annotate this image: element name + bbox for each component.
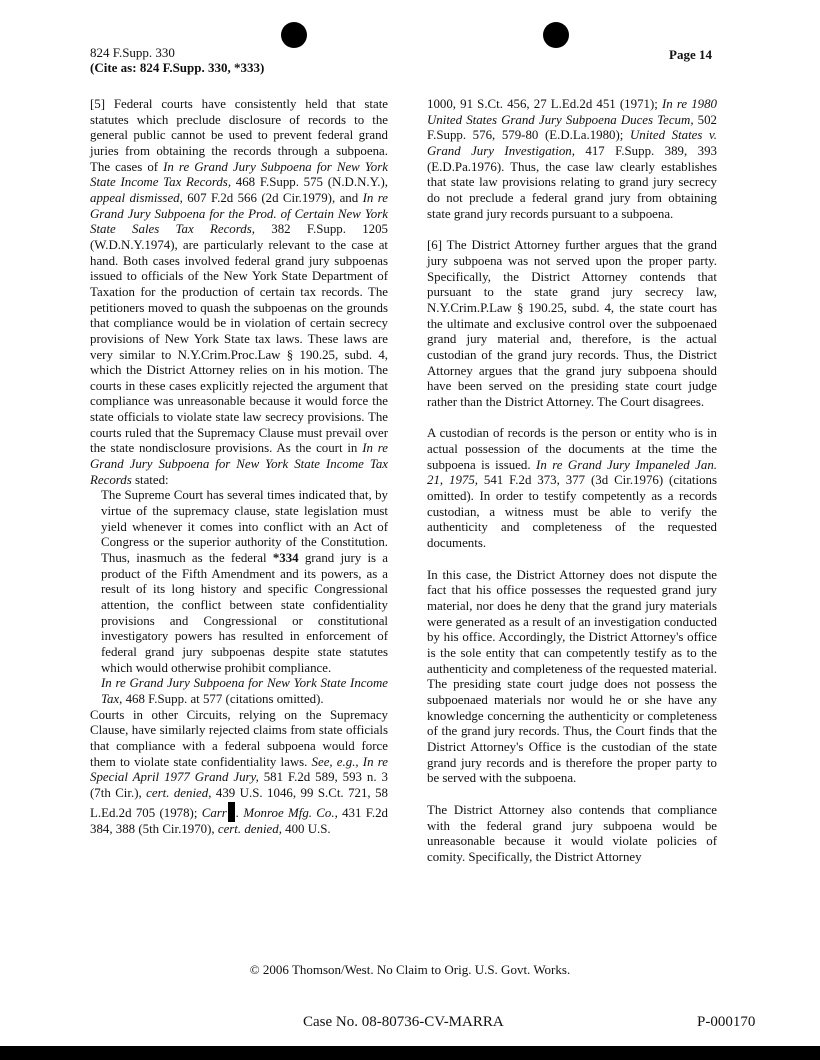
redaction-mark <box>228 802 235 822</box>
paragraph-comity: The District Attorney also contends that compliance with the federal grand jury subpoena would be unreasonable because it would violate policies of comity. Specifically, the District Attorney <box>427 802 717 864</box>
citation-header <box>90 45 264 75</box>
copyright-footer: © 2006 Thomson/West. No Claim to Orig. U.S. Govt. Works. <box>249 962 571 977</box>
paragraph-6: [6] The District Attorney further argues that the grand jury subpoena was not served upon the proper party. Specifically, the District Attorney contends that pursuant to the state grand jury secrecy law, N.Y.Crim.P.Law § 190.25, subd. 4, the state court has the ultimate and exclusive control over the subpoenaed grand jury material and, therefore, is the actual custodian of the grand jury records. Thus, the District Attorney argues that the grand jury subpoena should have been served on the presiding state court judge rather than the District Attorney. The Court disagrees. <box>427 238 717 409</box>
scan-border <box>0 1046 820 1060</box>
punch-hole-right <box>543 22 569 48</box>
case-number: Case No. 08-80736-CV-MARRA <box>303 1014 504 1030</box>
block-quote: The Supreme Court has several times indicated that, by virtue of the supremacy clause, state legislation must yield whenever it comes into conflict with an Act of Congress or the superior authority of the Constitution. Thus, inasmuch as the federal *334 grand jury is a product of the Fifth Amendment and its powers, as a result of its long history and specific Congressional attention, the conflict between state confidentiality provisions and Congressional or constitutional investigatory powers has resulted in enforcement of federal grand jury subpoenas despite state statutes which would otherwise prohibit compliance. In re Grand Jury Subpoena for New York State Income Tax, 468 F.Supp. at 577 (citations omitted). <box>101 488 388 706</box>
citation-line-2: (Cite as: 824 F.Supp. 330, *333) <box>90 60 265 75</box>
left-column <box>90 97 388 837</box>
page-number: Page 14 <box>669 47 712 62</box>
paragraph-this-case: In this case, the District Attorney does not dispute the fact that his office possesses the requested grand jury material, nor does he deny that the grand jury materials were generated as a result of an investigation conducted by his office. Accordingly, the District Attorney's office is the sole entity that can competently testify as to the authenticity and completeness of the requested material. The presiding state court judge does not possess the subpoenaed materials nor would he or she have any knowledge concerning the authenticity or completeness of the grand jury records. Thus, the Court finds that the District Attorney's Office is the custodian of the state grand jury records and is therefore the proper party to be served with the subpoena. <box>427 567 717 786</box>
paragraph-5: [5] Federal courts have consistently held that state statutes which preclude disclosure of records to the general public cannot be used to prevent federal grand juries from obtaining the records through a subpoena. The cases of In re Grand Jury Subpoena for New York State Income Tax Records, 468 F.Supp. 575 (N.D.N.Y.), appeal dismissed, 607 F.2d 566 (2d Cir.1979), and In re Grand Jury Subpoena for the Prod. of Certain New York State Sales Tax Records, 382 F.Supp. 1205 (W.D.N.Y.1974), are particularly relevant to the case at hand. Both cases involved federal grand jury subpoenas issued to officials of the New York State Department of Taxation for the production of certain tax records. The petitioners moved to quash the subpoenas on the grounds that compliance would be in violation of certain secrecy provisions of New York State tax laws. These laws are very similar to N.Y.Crim.Proc.Law § 190.25, subd. 4, which the District Attorney relies on in his motion. The courts in these cases explicitly rejected the argument that compliance was unreasonable because it would force the state officials to violate state law secrecy provisions. The courts ruled that the Supremacy Clause must prevail over the state nondisclosure provisions. As the court in In re Grand Jury Subpoena for New York State Income Tax Records stated: <box>90 97 389 487</box>
paragraph-continued: 1000, 91 S.Ct. 456, 27 L.Ed.2d 451 (1971); In re 1980 United States Grand Jury Subpoena Duces Tecum, 502 F.Supp. 576, 579-80 (E.D.La.1980); United States v. Grand Jury Investigation, 417 F.Supp. 389, 393 (E.D.Pa.1976). Thus, the case law clearly establishes that state law provisions relating to grand jury secrecy do not preclude a federal grand jury from obtaining state grand jury records pursuant to a subpoena. <box>427 97 718 221</box>
paragraph-custodian: A custodian of records is the person or entity who is in actual possession of the documents at the time the subpoena is issued. In re Grand Jury Impaneled Jan. 21, 1975, 541 F.2d 373, 377 (3d Cir.1976) (citations omitted). In order to testify competently as a records custodian, a witness must be able to verify the authenticity and completeness of the requested documents. <box>427 426 717 551</box>
punch-hole-left <box>281 22 307 48</box>
citation-line-1: 824 F.Supp. 330 <box>90 45 175 60</box>
bates-number: P-000170 <box>697 1014 756 1030</box>
right-column <box>427 97 717 882</box>
paragraph-other-circuits: Courts in other Circuits, relying on the Supremacy Clause, have similarly rejected claims from state officials that compliance with a federal subpoena would force them to violate state confidentiality laws. See, e.g., In re Special April 1977 Grand Jury, 581 F.2d 589, 593 n. 3 (7th Cir.), cert. denied, 439 U.S. 1046, 99 S.Ct. 721, 58 L.Ed.2d 705 (1978); Carr . Monroe Mfg. Co., 431 F.2d 384, 388 (5th Cir.1970), cert. denied, 400 U.S. <box>90 707 389 836</box>
